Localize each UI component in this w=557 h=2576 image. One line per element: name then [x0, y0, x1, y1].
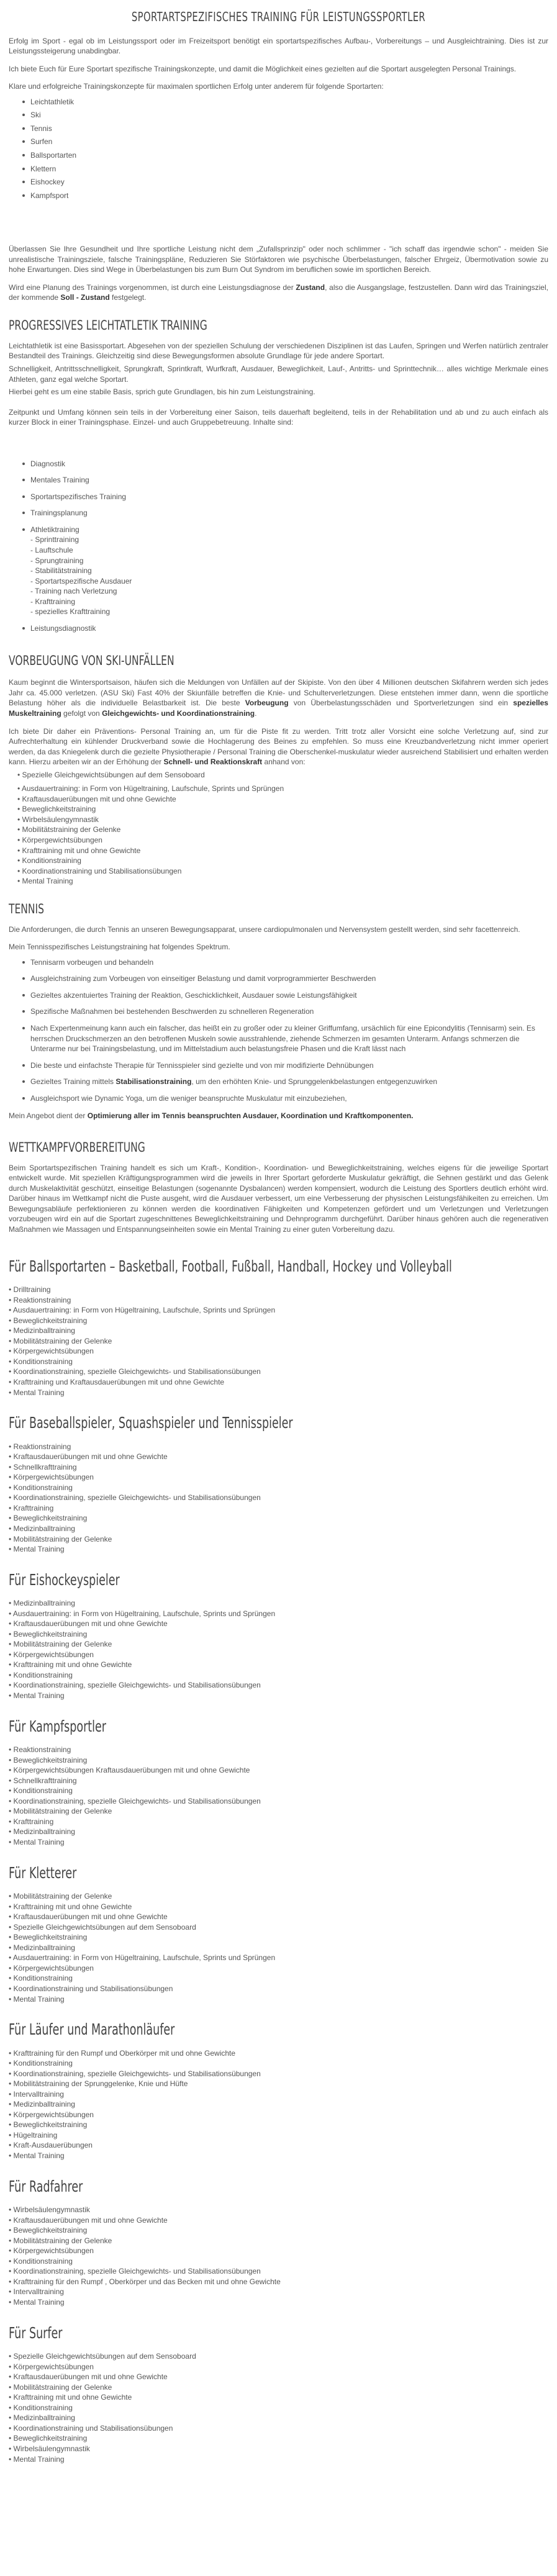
list-item: • Mobilitätstraining der Gelenke: [17, 825, 548, 835]
paragraph: Leichtathletik ist eine Basissportart. Abgesehen von der speziellen Schulung der verschiedenen Disziplinen ist das Laufen, Springen und Werfen natürlich zentraler Bestandteil des Trainings. Gleichzeitig sind diese Bewegungsformen absolute Grundlage für jede andere Sportart.: [9, 341, 548, 361]
list-item: - Stabilitätstraining: [30, 566, 92, 576]
sport-group: [9, 2019, 548, 2161]
list-item: Nach Expertenmeinung kann auch ein falscher, das heißt ein zu großer oder zu kleiner Griffumfang, ursächlich für eine Epicondylitis (Tennisarm) sein. Es herrschen Druckschmerzen an den betroffenen Muskeln sowie ausstrahlende, ziehende Schmerzen im gesamten Unterarm. Anfangs schmerzen die Unterarme nur bei Trainingsbelastung, und im Mittelstadium auch belastungsfreie Phasen und die Kraft lässt nach: [9, 1023, 548, 1054]
list-item: • Reaktionstraining: [9, 1442, 548, 1452]
list-item: • Kraftausdauerübungen mit und ohne Gewichte: [17, 794, 548, 805]
bold-text: Zustand: [296, 282, 325, 292]
list-item: • Ausdauertraining: in Form von Hügeltraining, Laufschule, Sprints und Sprüngen: [9, 1953, 548, 1963]
list-item: • Krafttraining für den Rumpf und Oberkörper mit und ohne Gewichte: [9, 2048, 548, 2059]
list-item: • Spezielle Gleichgewichtsübungen auf dem Sensoboard: [9, 1922, 548, 1933]
spacer: [9, 208, 548, 244]
list-item-label: Athletiktraining: [30, 525, 79, 534]
list-item: • Krafttraining für den Rumpf , Oberkörper und das Becken mit und ohne Gewichte: [9, 2277, 548, 2287]
list-item: • Intervalltraining: [9, 2287, 548, 2297]
list-item: • Konditionstraining: [17, 856, 548, 866]
ski-list-block: [9, 770, 548, 887]
list-item: • Medizinballtraining: [9, 1524, 548, 1534]
list-item: • Koordinationstraining, spezielle Gleichgewichts- und Stabilisationsübungen: [9, 1367, 548, 1377]
list-item: • Konditionstraining: [9, 2403, 548, 2413]
list-item: Leichtathletik: [9, 97, 548, 107]
paragraph: Schnelligkeit, Antrittsschnelligkeit, Sprungkraft, Sprintkraft, Wurfkraft, Ausdauer, Beweglichkeit, Lauf-, Antritts- und Sprinttechnik… alles wichtige Merkmale eines Athleten, ganz egal welche Sportart.: [9, 364, 548, 384]
list-item: • Mental Training: [9, 2454, 548, 2465]
sport-group: [9, 1716, 548, 1848]
list-item: • Beweglichkeitstraining: [9, 1629, 548, 1640]
text: festgelegt.: [109, 293, 147, 302]
paragraph: Beim Sportartspezifischen Training handelt es sich um Kraft-, Kondition-, Koordination- und Beweglichkeitstraining, welches eigens für die jeweilige Sportart entwickelt wurde. Mit speziellen Kräftigungsprogrammen wird die jeweils in Ihrer Sportart geforderte Muskulatur gekräftigt, die Sehnen gestärkt und das Gelenk durch Muskelaktivität geschützt, einseitige Belastungen (sogenannte Dysbalancen) werden kompensiert, wodurch die Leistung des Sportlers deutlich erhöht wird. Darüber hinaus im Wettkampf nicht die Puste ausgeht, wird die Ausdauer verbessert, um eine Verbesserung der physischen Leistungsfähikeiten zu erreichen. Um Bewegungsabläufe perfektionieren zu können werden die koordinativen Fähigkeiten und Kompetenzen gefördert und um Verletzungen und Verletzungen vorzubeugen wird ein auf die Sportart zugeschnittenes Beweglichkeitstraining und Dehnprogramm durchgeführt. Darüber hinaus gehören auch die regenerativen Maßnahmen wie Massagen und Entspannungseinheiten sowie ein Mental Training zu einer guten Vorbereitung dazu.: [9, 1163, 548, 1234]
list-item: • Spezielle Gleichgewichtsübungen auf dem Sensoboard: [17, 770, 548, 780]
list-item: • Beweglichkeitstraining: [9, 2433, 548, 2444]
list-item: • Beweglichkeitstraining: [9, 2120, 548, 2130]
sport-groups: [9, 1256, 548, 2464]
list-item: - Sportartspezifische Ausdauer: [30, 576, 132, 585]
group-heading: Für Läufer und Marathonläufer: [9, 2020, 175, 2039]
intro-paragraph: Erfolg im Sport - egal ob im Leistungssport oder im Freizeitsport benötigt ein sportartspezifisches Aufbau-, Vorbereitungs – und Ausgleichtraining. Dies ist zur Leistungssteigerung unabdingbar.: [9, 36, 548, 56]
list-item: • Koordinationstraining, spezielle Gleichgewichts- und Stabilisationsübungen: [9, 1680, 548, 1691]
list-item: • Beweglichkeitstraining: [17, 804, 548, 815]
bold-text: Soll - Zustand: [60, 293, 110, 302]
bold-text: spezielles Muskeltraining: [9, 698, 548, 718]
list-item: • Medizinballtraining: [9, 1827, 548, 1837]
group-heading: Für Eishockeyspieler: [9, 1570, 120, 1589]
list-item: Mentales Training: [9, 475, 548, 486]
list-item: • Wirbelsäulengymnastik: [17, 815, 548, 825]
group-heading: Für Kletterer: [9, 1863, 77, 1882]
list-item: • Kraftausdauerübungen mit und ohne Gewichte: [9, 2372, 548, 2382]
spacer: [9, 435, 548, 454]
list-item: [9, 525, 548, 617]
list-item: - Sprinttraining: [30, 535, 79, 545]
bold-text: Vorbeugung: [245, 698, 289, 708]
text: , um den erhöhten Knie- und Sprunggelenkbelastungen entgegenzuwirken: [191, 1077, 438, 1087]
list-item: - Krafttraining: [30, 597, 76, 606]
group-heading: Für Radfahrer: [9, 2177, 83, 2195]
sport-group: [9, 1256, 548, 1398]
list-item: • Mental Training: [17, 876, 548, 887]
list-item: • Konditionstraining: [9, 1357, 548, 1367]
paragraph: Mein Tennisspezifisches Leistungstraining hat folgendes Spektrum.: [9, 942, 230, 952]
list-item: • Koordinationstraining, spezielle Gleichgewichts- und Stabilisationsübungen: [9, 1493, 548, 1503]
paragraph: Zeitpunkt und Umfang können sein teils in der Vorbereitung einer Saison, teils dauerhaft begleitend, teils in der Rehabilitation und ab und zu auch einfach als kurzer Block in einer Trainingsphase. Einzel- und auch Gruppebetreuung. Inhalte sind:: [9, 407, 548, 427]
text: Kaum beginnt die Wintersportsaison, häufen sich die Meldungen von Unfällen auf der Skipiste. Von den über 4 Millionen deutschen Skifahrern werden sich jedes Jahr ca. 45.000 verletzen. (ASU Ski) Fast 40% der Skiunfälle betreffen die Knie- und Schulterverletzungen. Diese entstehen immer dann, wenn die sportliche Belastung höher als die individuelle Belastbarkeit ist. Die beste: [9, 678, 548, 708]
list-item: • Mobilitätstraining der Gelenke: [9, 1806, 548, 1817]
list-item: • Krafttraining und Kraftausdauerübungen mit und ohne Gewichte: [9, 1377, 548, 1388]
bold-text: Schnell- und Reaktionskraft: [163, 757, 263, 767]
paragraph: Hierbei geht es um eine stabile Basis, sprich gute Grundlagen, bis hin zum Leistungstraining.: [9, 387, 315, 397]
list-item: • Konditionstraining: [9, 2058, 548, 2069]
list-item: • Mental Training: [9, 1837, 548, 1848]
list-item: • Intervalltraining: [9, 2089, 548, 2100]
text: Gezieltes Training mittels: [30, 1077, 116, 1087]
list-item: • Schnellkrafttraining: [9, 1776, 548, 1786]
list-item: • Körpergewichtsübungen: [9, 1346, 548, 1357]
list-item: • Mobilitätstraining der Sprunggelenke, Knie und Hüfte: [9, 2079, 548, 2089]
section-heading: TENNIS: [9, 901, 45, 916]
section-heading: VORBEUGUNG VON SKI-UNFÄLLEN: [9, 653, 174, 669]
list-item: Die beste und einfachste Therapie für Tennisspieler sind gezielte und von mir modifizierte Dehnübungen: [9, 1060, 548, 1071]
list-item: • Ausdauertraining: in Form von Hügeltraining, Laufschule, Sprints und Sprüngen: [9, 1609, 548, 1619]
list-item: • Drilltraining: [9, 1285, 548, 1295]
list-item: • Mobilitätstraining der Gelenke: [9, 1534, 548, 1545]
group-list: [9, 1285, 548, 1398]
list-item: • Mental Training: [9, 2297, 548, 2308]
list-item: Trainingsplanung: [9, 508, 548, 518]
list-item: • Beweglichkeitstraining: [9, 1755, 548, 1766]
sub-list: [30, 535, 548, 617]
list-item: • Beweglichkeitstraining: [9, 2225, 548, 2236]
list-item: • Mental Training: [9, 1691, 548, 1701]
list-item: Klettern: [9, 164, 548, 174]
group-list: [9, 1598, 548, 1701]
group-list: [9, 2048, 548, 2161]
text: Wird eine Planung des Trainings vorgenommen, ist durch eine Leistungsdiagnose der: [9, 282, 296, 292]
list-item: Kampfsport: [9, 191, 548, 201]
ski-section: [9, 652, 548, 886]
list-item: • Körpergewichtsübungen Kraftausdauerübungen mit und ohne Gewichte: [9, 1765, 548, 1776]
list-item: • Konditionstraining: [9, 2256, 548, 2267]
sport-group: [9, 2323, 548, 2465]
group-heading: Für Ballsportarten – Basketball, Football, Fußball, Handball, Hockey und Volleyball: [9, 1257, 452, 1275]
list-item: • Medizinballtraining: [9, 2099, 548, 2110]
text: .: [255, 708, 257, 718]
list-item: • Kraftausdauerübungen mit und ohne Gewichte: [9, 2215, 548, 2226]
list-item: [9, 1077, 548, 1087]
sport-group: [9, 1570, 548, 1701]
group-list: [9, 1442, 548, 1555]
text: , also die Ausgangslage, festzustellen. Dann wird das Trainingsziel, der kommende: [9, 282, 548, 302]
group-list: [9, 2205, 548, 2307]
section-heading: WETTKAMPFVORBEREITUNG: [9, 1139, 145, 1155]
list-item: Tennisarm vorbeugen und behandeln: [9, 957, 548, 968]
list-item: • Reaktionstraining: [9, 1295, 548, 1306]
list-item: • Reaktionstraining: [9, 1745, 548, 1755]
text: Mein Angebot dient der: [9, 1111, 88, 1121]
list-item: • Mobilitätstraining der Gelenke: [9, 1891, 548, 1902]
tennis-section: [9, 900, 548, 1121]
ski-list: [17, 784, 548, 886]
list-item: • Kraftausdauerübungen mit und ohne Gewichte: [9, 1619, 548, 1629]
tennis-list: [9, 957, 548, 1103]
list-item: • Konditionstraining: [9, 1973, 548, 1984]
list-item: • Mental Training: [9, 1544, 548, 1555]
group-list: [9, 2351, 548, 2464]
leichtathletik-section: [9, 317, 548, 633]
list-item: • Mental Training: [9, 1994, 548, 2005]
list-item: • Hügeltraining: [9, 2130, 548, 2141]
list-item: • Koordinationstraining, spezielle Gleichgewichts- und Stabilisationsübungen: [9, 1796, 548, 1807]
list-item: • Koordinationstraining und Stabilisationsübungen: [9, 1984, 548, 1994]
bold-text: Optimierung aller im Tennis beanspruchten Ausdauer, Koordination und Kraftkomponenten.: [87, 1111, 414, 1121]
list-item: Leistungsdiagnostik: [9, 623, 548, 634]
text: gefolgt von: [61, 708, 102, 718]
list-item: • Schnellkrafttraining: [9, 1462, 548, 1473]
list-item: • Krafttraining mit und ohne Gewichte: [9, 1660, 548, 1670]
list-item: • Kraftausdauerübungen mit und ohne Gewichte: [9, 1452, 548, 1462]
wettkampf-section: [9, 1139, 548, 1235]
text: von Überbelastungsschäden und Sportverletzungen sind ein: [288, 698, 514, 708]
list-item: • Körpergewichtsübungen: [9, 2362, 548, 2372]
list-item: Ski: [9, 110, 548, 120]
group-heading: Für Baseballspieler, Squashspieler und Tennisspieler: [9, 1414, 293, 1432]
list-item: Ballsportarten: [9, 150, 548, 161]
paragraph: Die Anforderungen, die durch Tennis an unseren Bewegungsapparat, unsere cardiopulmonalen und Nervensystem gestellt werden, sind sehr facettenreich.: [9, 924, 520, 934]
list-item: • Körpergewichtsübungen: [9, 2110, 548, 2120]
sport-group: [9, 1863, 548, 2005]
sport-group: [9, 2176, 548, 2308]
bold-text: Stabilisationstraining: [115, 1077, 192, 1087]
list-item: Gezieltes akzentuiertes Training der Reaktion, Geschicklichkeit, Ausdauer sowie Leistungsfähigkeit: [9, 990, 548, 1001]
list-item: Sportartspezifisches Training: [9, 492, 548, 502]
list-item: • Mental Training: [9, 2151, 548, 2161]
text: anhand von:: [262, 757, 306, 767]
group-heading: Für Kampfsportler: [9, 1717, 106, 1735]
paragraph: [9, 1111, 548, 1121]
list-item: • Ausdauertraining: in Form von Hügeltraining, Laufschule, Sprints und Sprüngen: [9, 1305, 548, 1316]
list-item: • Krafttraining: [9, 1503, 548, 1514]
list-item: • Krafttraining mit und ohne Gewichte: [17, 846, 548, 856]
list-item: • Körpergewichtsübungen: [9, 2246, 548, 2256]
list-item: • Mobilitätstraining der Gelenke: [9, 2382, 548, 2393]
list-item: • Koordinationstraining und Stabilisationsübungen: [17, 866, 548, 877]
leicht-list: [9, 459, 548, 634]
list-item: • Konditionstraining: [9, 1670, 548, 1681]
group-list: [9, 1891, 548, 2004]
list-item: • Krafttraining mit und ohne Gewichte: [9, 2392, 548, 2403]
list-item: • Mobilitätstraining der Gelenke: [9, 1336, 548, 1347]
list-item: Diagnostik: [9, 459, 548, 469]
list-item: • Medizinballtraining: [9, 1598, 548, 1609]
intro-paragraph: Ich biete Euch für Eure Sportart spezifische Trainingskonzepte, und damit die Möglichkeit eines gezielten auf die Sportart ausgelegten Personal Trainings.: [9, 64, 517, 73]
list-item: Tennis: [9, 124, 548, 134]
intro-paragraph: [9, 282, 548, 303]
list-item: - Lauftschule: [30, 545, 73, 554]
list-item: Ausgleichsport wie Dynamic Yoga, um die weniger beanspruchte Muskulatur mit einzubeziehen,: [9, 1093, 548, 1104]
list-item: - Training nach Verletzung: [30, 587, 117, 596]
bold-text: Gleichgewichts- und Koordinationstraining: [102, 708, 255, 718]
group-list: [9, 1745, 548, 1847]
list-item: • Mobilitätstraining der Gelenke: [9, 1639, 548, 1650]
intro-paragraph: Klare und erfolgreiche Trainingskonzepte für maximalen sportlichen Erfolg unter anderem für folgende Sportarten:: [9, 82, 384, 91]
list-item: • Krafttraining: [9, 1817, 548, 1827]
list-item: Eishockey: [9, 177, 548, 188]
list-item: Surfen: [9, 137, 548, 147]
paragraph: [9, 726, 548, 767]
list-item: • Körpergewichtsübungen: [9, 1472, 548, 1483]
intro-paragraph: Überlassen Sie Ihre Gesundheit und Ihre sportliche Leistung nicht dem „Zufallsprinzip" oder noch schlimmer - "ich schaff das irgendwie schon" - meiden Sie unrealistische Trainingsziele, falsche Trainingspläne, Reduzieren Sie Störfaktoren wie psychische Überbelastungen, falscher Ehrgeiz, Übermotivation sowie zu hohe Erwartungen. Dies sind Wege in Überbelastungen bis zum Burn Out Syndrom im beruflichen sowie im sportlichen Bereich.: [9, 245, 548, 274]
list-item: • Spezielle Gleichgewichtsübungen auf dem Sensoboard: [9, 2351, 548, 2362]
list-item: • Körpergewichtsübungen: [9, 1650, 548, 1660]
list-item: • Beweglichkeitstraining: [9, 1513, 548, 1524]
list-item: • Konditionstraining: [9, 1483, 548, 1493]
list-item: • Kraft-Ausdauerübungen: [9, 2140, 548, 2151]
list-item: • Körpergewichtsübungen: [9, 1963, 548, 1974]
list-item: • Medizinballtraining: [9, 1326, 548, 1336]
list-item: • Beweglichkeitstraining: [9, 1932, 548, 1943]
list-item: • Konditionstraining: [9, 1786, 548, 1796]
list-item: • Körpergewichtsübungen: [17, 835, 548, 846]
group-heading: Für Surfer: [9, 2323, 63, 2342]
list-item: • Wirbelsäulengymnastik: [9, 2444, 548, 2454]
list-item: • Koordinationstraining, spezielle Gleichgewichts- und Stabilisationsübungen: [9, 2069, 548, 2079]
list-item: • Beweglichkeitstraining: [9, 1316, 548, 1326]
ski-first-item: [17, 770, 548, 780]
sport-group: [9, 1412, 548, 1555]
paragraph: [9, 677, 548, 718]
list-item: • Medizinballtraining: [9, 1943, 548, 1953]
list-item: • Kraftausdauerübungen mit und ohne Gewichte: [9, 1912, 548, 1922]
list-item: • Koordinationstraining, spezielle Gleichgewichts- und Stabilisationsübungen: [9, 2266, 548, 2277]
list-item: • Medizinballtraining: [9, 2413, 548, 2423]
list-item: • Mental Training: [9, 1388, 548, 1398]
intro-section: [9, 36, 548, 303]
list-item: Spezifische Maßnahmen bei bestehenden Beschwerden zu schnelleren Regeneration: [9, 1006, 548, 1017]
list-item: - Sprungtraining: [30, 556, 84, 565]
section-heading: PROGRESSIVES LEICHTATLETIK TRAINING: [9, 317, 207, 333]
list-item: • Krafttraining mit und ohne Gewichte: [9, 1902, 548, 1912]
list-item: Ausgleichstraining zum Vorbeugen von einseitiger Belastung und damit vorprogrammierter Beschwerden: [9, 974, 548, 984]
list-item: • Ausdauertraining: in Form von Hügeltraining, Laufschule, Sprints und Sprüngen: [17, 784, 548, 794]
list-item: • Koordinationstraining und Stabilisationsübungen: [9, 2423, 548, 2434]
text: Ich biete Dir daher ein Präventions- Personal Training an, um für die Piste fit zu werden. Tritt trotz aller Vorsicht eine solche Verletzung auf, sind zur Aufrechterhaltung ein kühlender Druckverband sowie die Hochlagerung des Beines zu empfehlen. So muss eine Kreuzbandverletzung nicht immer operiert werden, da das Kniegelenk durch die gezielte Physiotherapie / Personal Training die Oberschenkel-muskulatur wieder ausreichend Stabilisiert und erhalten werden kann. Hierzu arbeiten wir an der Erhöhung der: [9, 726, 548, 767]
list-item: • Wirbelsäulengymnastik: [9, 2205, 548, 2215]
sports-list: [9, 97, 548, 201]
page-title: SPORTARTSPEZIFISCHES TRAINING FÜR LEISTUNGSSPORTLER: [131, 9, 426, 24]
list-item: • Mobilitätstraining der Gelenke: [9, 2236, 548, 2246]
list-item: - spezielles Krafttraining: [30, 607, 111, 617]
